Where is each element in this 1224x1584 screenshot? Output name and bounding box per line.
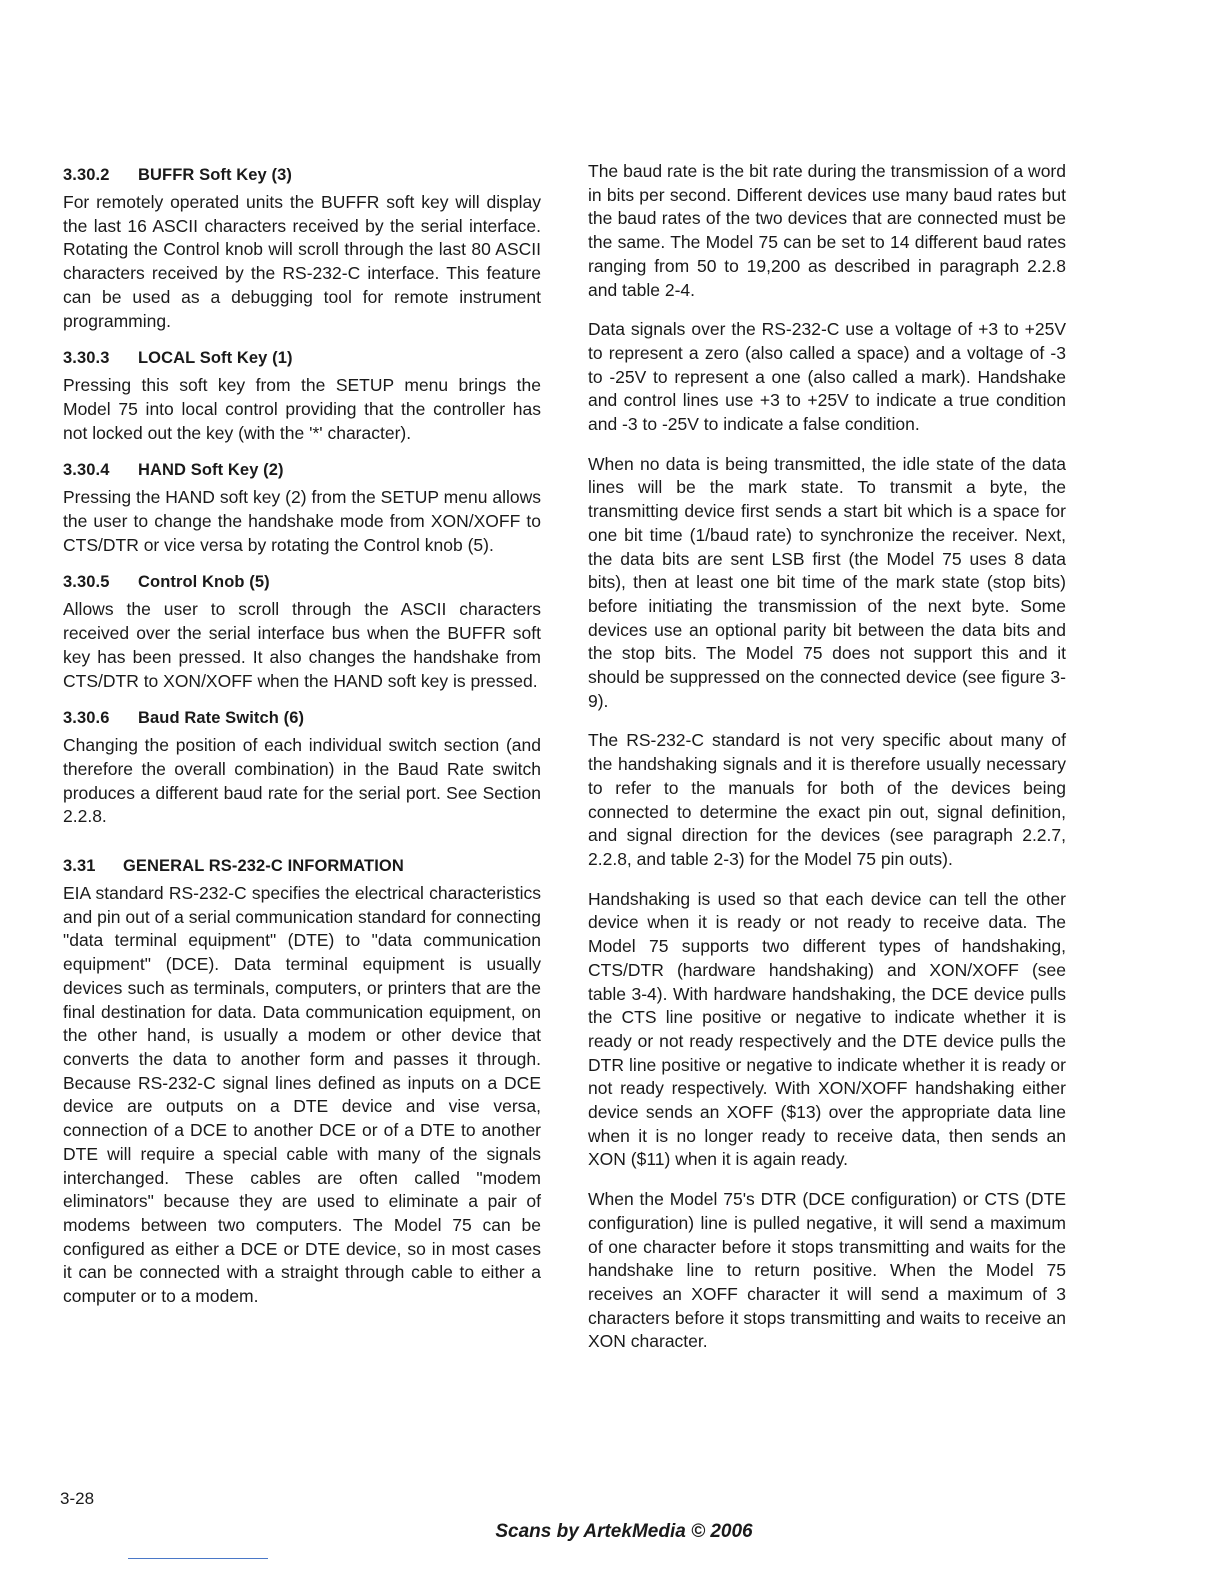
section-3-30-4 [63,461,541,557]
section-heading [63,573,541,592]
page-number: 3-28 [60,1489,95,1508]
section-number: 3.30.4 [63,461,110,480]
section-3-31 [63,857,541,1309]
section-3-30-2 [63,166,541,333]
section-body: EIA standard RS-232-C specifies the electrical characteristics and pin out of a serial communication standard for connecting "data terminal equipment" (DTE) to "data communication equipment" (DCE). Data terminal equipment is usually devices such as terminals, computers, or printers that are the final destination for data. Data communication equipment, on the other hand, is usually a modem or other device that converts the data to another form and passes it through. Because RS-232-C signal lines defined as inputs on a DCE device are outputs on a DTE device and vise versa, connection of a DCE to another DCE or of a DTE to another DTE will require a special cable with many of the signals interchanged. These cables are often called "modem eliminators" because they are used to eliminate a pair of modems between two computers. The Model 75 can be configured as either a DCE or DTE device, so in most cases it can be connected with a straight through cable to either a computer or to a modem. [63,883,541,1307]
section-number: 3.30.3 [63,349,110,368]
section-heading [63,857,541,876]
left-column [63,160,541,1325]
footer-rule [128,1558,268,1559]
section-number: 3.30.2 [63,166,110,184]
section-heading [63,709,541,728]
section-heading [63,461,541,480]
section-3-30-5 [63,573,541,693]
right-column [588,160,1066,1370]
scan-credit [0,1521,1224,1543]
section-body: For remotely operated units the BUFFR soft key will display the last 16 ASCII characters received by the serial interface. Rotating the Control knob will scroll through the last 80 ASCII characters received by the RS-232-C interface. This feature can be used as a debugging tool for remote instrument programming. [63,192,541,331]
section-title: HAND Soft Key (2) [138,461,284,480]
paragraph-data-signals: Data signals over the RS-232-C use a voltage of +3 to +25V to represent a zero (also called a space) and a voltage of -3 to -25V to represent a one (also called a mark). Handshake and control lines use +3 to +25V to indicate a true condition and -3 to -25V to indicate a false condition. [588,319,1066,435]
section-heading [63,166,541,185]
section-title: BUFFR Soft Key (3) [138,166,292,184]
section-title: LOCAL Soft Key (1) [138,349,293,368]
paragraph-dtr-cts: When the Model 75's DTR (DCE configuration) or CTS (DTE configuration) line is pulled negative, it will send a maximum of one character before it stops transmitting and waits for the handshake line to return positive. When the Model 75 receives an XOFF character it will send a maximum of 3 characters before it stops transmitting and waits to receive an XON character. [588,1189,1066,1352]
section-3-30-6 [63,709,541,829]
section-number: 3.30.6 [63,709,110,728]
scan-credit-text: Scans by ArtekMedia © 2006 [495,1521,753,1542]
paragraph-idle-state: When no data is being transmitted, the idle state of the data lines will be the mark state. To transmit a byte, the transmitting device first sends a start bit which is a space for one bit time (1/baud rate) to synchronize the receiver. Next, the data bits are sent LSB first (the Model 75 uses 8 data bits), then at least one bit time of the mark state (stop bits) before initiating the transmission of the next byte. Some devices use an optional parity bit between the data bits and the stop bits. The Model 75 does not support this and it should be suppressed on the connected device (see figure 3-9). [588,453,1066,711]
paragraph-standard: The RS-232-C standard is not very specific about many of the handshaking signals and it is therefore usually necessary to refer to the manuals for both of the devices being connected to determine the exact pin out, signal definition, and signal direction for the devices (see paragraph 2.2.7, 2.2.8, and table 2-3) for the Model 75 pin outs). [588,730,1066,869]
section-number: 3.30.5 [63,573,110,592]
section-title: Baud Rate Switch (6) [138,709,305,728]
paragraph-baud-rate: The baud rate is the bit rate during the transmission of a word in bits per second. Different devices use many baud rates but the baud rates of the two devices that are connected must be the same. The Model 75 can be set to 14 different baud rates ranging from 50 to 19,200 as described in paragraph 2.2.8 and table 2-4. [588,161,1066,300]
section-title: Control Knob (5) [138,573,270,592]
section-body: Pressing the HAND soft key (2) from the SETUP menu allows the user to change the handshake mode from XON/XOFF to CTS/DTR or vice versa by rotating the Control knob (5). [63,487,541,555]
section-3-30-3 [63,349,541,445]
paragraph-handshaking: Handshaking is used so that each device can tell the other device when it is ready or not ready to receive data. The Model 75 supports two different types of handshaking, CTS/DTR (hardware handshaking) and XON/XOFF (see table 3-4). With hardware handshaking, the DCE device pulls the CTS line positive or negative to indicate whether it is ready or not ready respectively and the DTE device pulls the DTR line positive or negative to indicate whether it is ready or not ready respectively. With XON/XOFF handshaking either device sends an XOFF ($13) over the appropriate data line when it is no longer ready to receive data, then sends an XON ($11) when it is again ready. [588,888,1066,1170]
section-body: Pressing this soft key from the SETUP menu brings the Model 75 into local control providing that the controller has not locked out the key (with the '*' character). [63,375,541,443]
section-body: Changing the position of each individual switch section (and therefore the overall combination) in the Baud Rate switch produces a different baud rate for the serial port. See Section 2.2.8. [63,735,541,827]
section-body: Allows the user to scroll through the ASCII characters received over the serial interface bus when the BUFFR soft key has been pressed. It also changes the handshake from CTS/DTR to XON/XOFF when the HAND soft key is pressed. [63,599,541,691]
section-number: 3.31 [63,857,96,876]
section-title: GENERAL RS-232-C INFORMATION [123,857,404,876]
section-heading [63,349,541,368]
